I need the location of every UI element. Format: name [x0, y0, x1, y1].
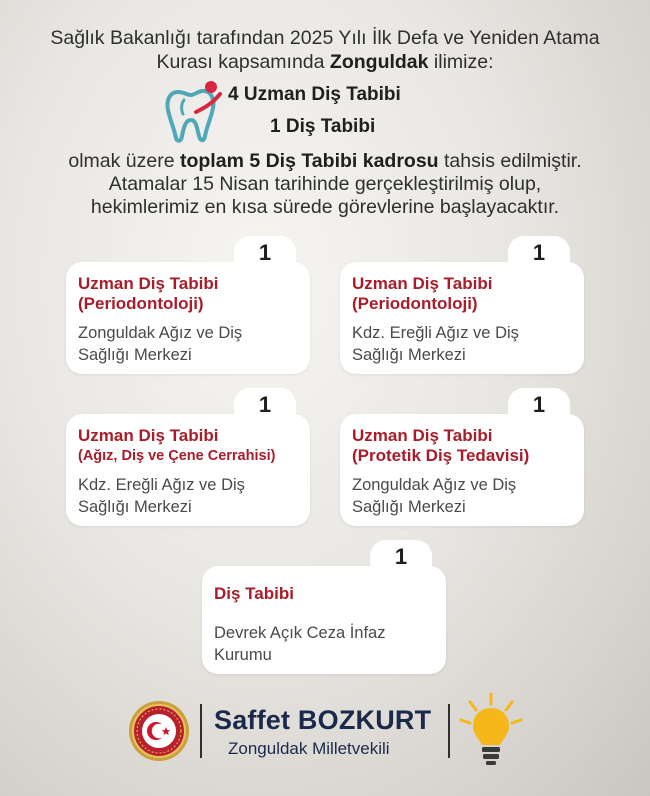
position-place-line-2: Sağlığı Merkezi: [352, 346, 466, 364]
position-title: [78, 274, 302, 314]
footer-divider-right: [448, 704, 450, 758]
position-place-line-2: Sağlığı Merkezi: [78, 498, 192, 516]
position-place: [214, 622, 438, 666]
footer-name: Saffet BOZKURT: [214, 705, 432, 735]
summary-line-1-post: tahsis edilmiştir.: [438, 150, 582, 172]
lightbulb-party-icon: [458, 692, 524, 768]
position-title: [78, 426, 302, 466]
intro-text: [0, 26, 650, 74]
summary-line-2: Atamalar 15 Nisan tarihinde gerçekleştirilmiş olup,: [108, 173, 542, 195]
summary-total: toplam 5 Diş Tabibi kadrosu: [179, 150, 439, 172]
position-place-line-1: Zonguldak Ağız ve Diş: [352, 476, 517, 494]
position-title-main: Uzman Diş Tabibi: [78, 426, 219, 445]
position-count: 1: [234, 236, 296, 270]
position-card: [340, 240, 584, 374]
position-place: [352, 322, 576, 366]
intro-line-2: [0, 50, 650, 74]
intro-line-2-pre: Kurası kapsamında: [156, 51, 330, 73]
position-title-main: Uzman Diş Tabibi: [352, 426, 493, 445]
position-specialty: (Periodontoloji): [352, 294, 478, 313]
position-title: [352, 274, 576, 314]
position-card: [340, 392, 584, 526]
tooth-icon: [164, 78, 224, 144]
intro-city: Zonguldak: [329, 51, 429, 73]
footer-role: Zonguldak Milletvekili: [228, 739, 390, 758]
summary-line-1: [0, 150, 650, 173]
position-place-line-2: Sağlığı Merkezi: [352, 498, 466, 516]
position-place-line-1: Devrek Açık Ceza İnfaz: [214, 624, 386, 642]
position-place-line-1: Zonguldak Ağız ve Diş: [78, 324, 243, 342]
position-place-line-2: Kurumu: [214, 646, 272, 664]
footer-divider-left: [200, 704, 202, 758]
position-specialty: (Ağız, Diş ve Çene Cerrahisi): [78, 448, 276, 464]
intro-line-2-post: ilimize:: [428, 51, 494, 73]
position-specialty: (Periodontoloji): [78, 294, 204, 313]
position-place: [352, 474, 576, 518]
position-count: 1: [508, 236, 570, 270]
allocation-block: [160, 76, 460, 146]
summary-line-1-pre: olmak üzere: [68, 150, 180, 172]
intro-line-1: Sağlık Bakanlığı tarafından 2025 Yılı İlk Defa ve Yeniden Atama: [50, 27, 600, 49]
position-card: [202, 544, 446, 674]
position-place: [78, 322, 302, 366]
position-count: 1: [508, 388, 570, 422]
position-card: [66, 392, 310, 526]
position-title-main: Diş Tabibi: [214, 584, 294, 603]
position-card: [66, 240, 310, 374]
position-title: [352, 426, 576, 466]
position-title-main: Uzman Diş Tabibi: [78, 274, 219, 293]
position-count: 1: [370, 540, 432, 574]
position-title: [214, 584, 438, 604]
position-specialty: (Protetik Diş Tedavisi): [352, 446, 530, 465]
position-place-line-2: Sağlığı Merkezi: [78, 346, 192, 364]
position-count: 1: [234, 388, 296, 422]
position-place-line-1: Kdz. Ereğli Ağız ve Diş: [78, 476, 245, 494]
position-place: [78, 474, 302, 518]
allocation-specialist: 4 Uzman Diş Tabibi: [228, 84, 401, 105]
position-place-line-1: Kdz. Ereğli Ağız ve Diş: [352, 324, 519, 342]
tbmm-emblem-icon: [128, 700, 190, 762]
position-title-main: Uzman Diş Tabibi: [352, 274, 493, 293]
summary-text: [0, 150, 650, 219]
summary-line-3: hekimlerimiz en kısa sürede görevlerine başlayacaktır.: [90, 196, 560, 218]
allocation-general: 1 Diş Tabibi: [270, 116, 376, 137]
